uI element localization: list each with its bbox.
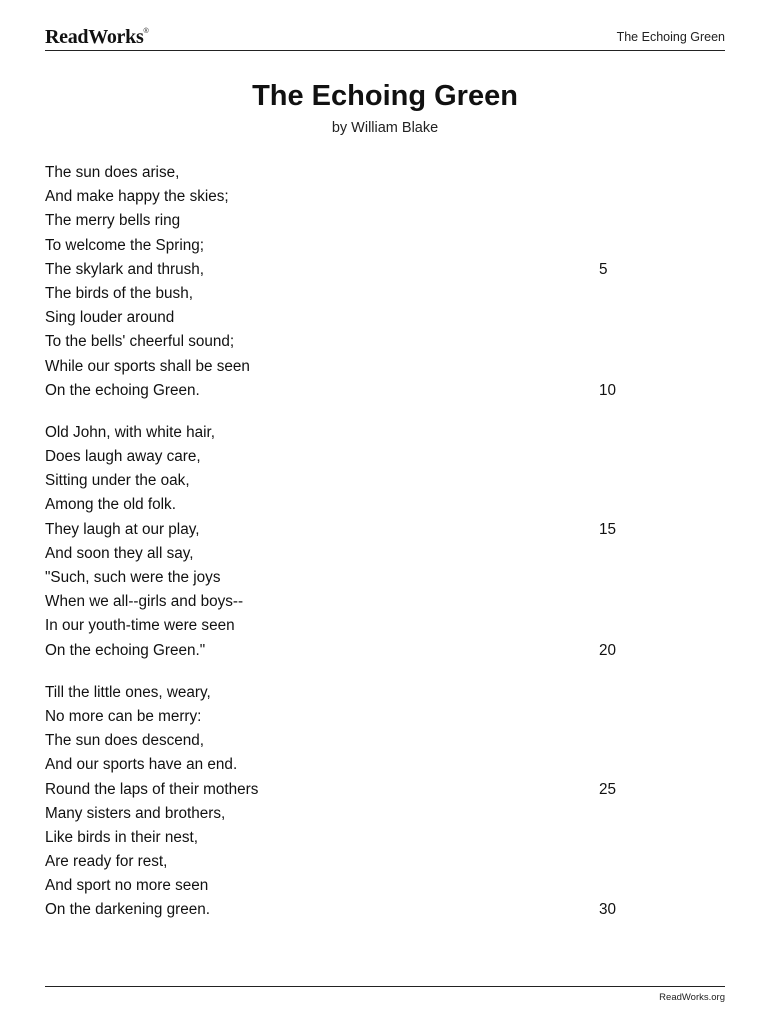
- poem-line-text: To welcome the Spring;: [45, 236, 204, 254]
- poem-title: The Echoing Green: [252, 80, 518, 112]
- logo-text: ReadWorks: [45, 26, 144, 48]
- page-header: [45, 22, 725, 51]
- poem-line: [45, 542, 685, 566]
- line-number: 15: [599, 520, 617, 538]
- line-number: 5: [599, 260, 608, 278]
- poem-line-text: While our sports shall be seen: [45, 357, 250, 375]
- poem-line-text: Among the old folk.: [45, 496, 176, 514]
- line-number: 20: [599, 641, 617, 659]
- poem-line-text: The merry bells ring: [45, 212, 181, 230]
- poem-line: [45, 681, 685, 705]
- poem-line-text: And make happy the skies;: [45, 188, 229, 206]
- poem-line-text: Sing louder around: [45, 309, 175, 327]
- poem-line-text: And sport no more seen: [45, 877, 209, 895]
- poem-line: [45, 850, 685, 874]
- poem-line: [45, 590, 685, 614]
- poem-line: [45, 445, 685, 469]
- poem-line: [45, 614, 685, 638]
- poem-line-text: To the bells' cheerful sound;: [45, 333, 235, 351]
- poem-line: [45, 379, 685, 403]
- poem-line: [45, 518, 685, 542]
- poem-line: [45, 306, 685, 330]
- poem-line: [45, 355, 685, 379]
- poem-line-text: On the echoing Green.": [45, 641, 206, 659]
- poem-body: [45, 161, 685, 923]
- poem-line-text: No more can be merry:: [45, 707, 202, 725]
- page-footer: [45, 986, 725, 1003]
- footer-text: ReadWorks.org: [659, 992, 725, 1003]
- poem-line-text: Does laugh away care,: [45, 448, 201, 466]
- poem-line: [45, 234, 685, 258]
- readworks-logo: [45, 26, 148, 49]
- poem-line-text: The sun does descend,: [45, 732, 205, 750]
- poem-line-text: Old John, with white hair,: [45, 423, 216, 441]
- poem-line: [45, 209, 685, 233]
- poem-line-text: Are ready for rest,: [45, 853, 168, 871]
- poem-line: [45, 282, 685, 306]
- poem-line-text: And our sports have an end.: [45, 756, 238, 774]
- poem-line-text: Round the laps of their mothers: [45, 780, 259, 798]
- poem-line-text: Like birds in their nest,: [45, 828, 199, 846]
- poem-line: [45, 185, 685, 209]
- poem-line: [45, 729, 685, 753]
- poem-line: [45, 161, 685, 185]
- poem-line-text: Many sisters and brothers,: [45, 804, 226, 822]
- poem-line: [45, 802, 685, 826]
- poem-line-text: Sitting under the oak,: [45, 472, 190, 490]
- poem-line-text: On the darkening green.: [45, 901, 210, 919]
- poem-line: [45, 639, 685, 663]
- line-number: 25: [599, 780, 617, 798]
- poem-line: [45, 898, 685, 922]
- poem-line: [45, 705, 685, 729]
- poem-line-text: On the echoing Green.: [45, 381, 200, 399]
- poem-author: by William Blake: [331, 120, 439, 136]
- line-number: 10: [599, 381, 617, 399]
- stanza-gap: [45, 403, 685, 421]
- poem-line: [45, 258, 685, 282]
- poem-line-text: In our youth-time were seen: [45, 617, 235, 635]
- poem-line: [45, 493, 685, 517]
- poem-line-text: When we all--girls and boys--: [45, 593, 244, 611]
- registered-mark: ®: [143, 28, 149, 35]
- poem-line-text: They laugh at our play,: [45, 520, 200, 538]
- poem-line-text: The skylark and thrush,: [45, 260, 204, 278]
- poem-line: [45, 469, 685, 493]
- header-title: The Echoing Green: [616, 30, 725, 44]
- poem-line: [45, 421, 685, 445]
- poem-line: [45, 778, 685, 802]
- poem-line-text: The sun does arise,: [45, 164, 180, 181]
- poem-line-text: And soon they all say,: [45, 544, 194, 562]
- poem-line: [45, 826, 685, 850]
- line-number: 30: [599, 901, 617, 919]
- poem-line: [45, 566, 685, 590]
- poem-line-text: "Such, such were the joys: [45, 569, 221, 586]
- poem-line: [45, 753, 685, 777]
- poem-line-text: Till the little ones, weary,: [45, 683, 211, 701]
- poem-line: [45, 874, 685, 898]
- stanza-gap: [45, 663, 685, 681]
- poem-line: [45, 330, 685, 354]
- poem-line-text: The birds of the bush,: [45, 284, 193, 302]
